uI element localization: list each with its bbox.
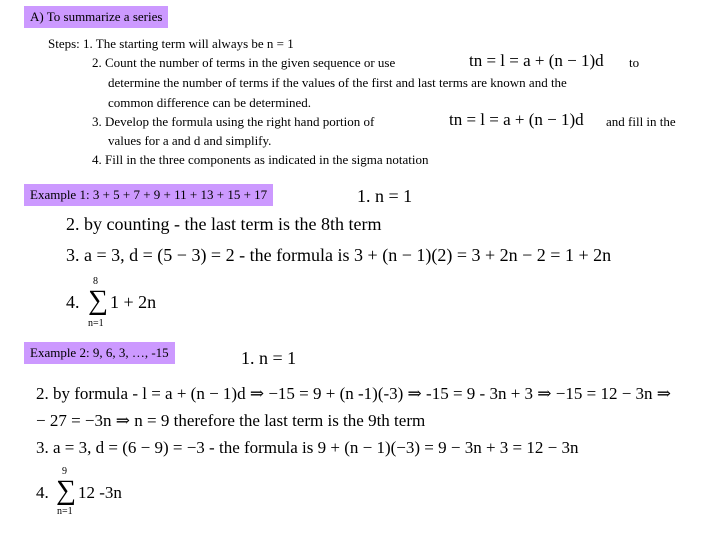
example-1-step-4-prefix: 4.	[66, 292, 80, 312]
example-1-sum-lower: n=1	[88, 318, 104, 329]
example-1-step-1: 1. n = 1	[357, 186, 413, 206]
step-3-end: and fill in the	[606, 114, 676, 129]
sigma-icon: ∑	[88, 285, 108, 316]
example-1-sum-upper: 8	[93, 276, 98, 287]
example-1-step-2: 2. by counting - the last term is the 8th term	[66, 214, 382, 234]
example-2-sum-upper: 9	[62, 466, 67, 477]
example-2-sum-body: 12 -3n	[78, 483, 122, 502]
section-title: A) To summarize a series	[24, 6, 168, 28]
example-2-step-2: 2. by formula - l = a + (n − 1)d ⇒ −15 = 9 + (n -1)(-3) ⇒ -15 = 9 - 3n + 3 ⇒ −15 = 12 − 3n ⇒	[36, 384, 672, 403]
step-2-continued: determine the number of terms if the values of the first and last terms are known and the	[108, 75, 567, 90]
sigma-icon: ∑	[56, 475, 76, 506]
step-4: 4. Fill in the three components as indicated in the sigma notation	[92, 152, 429, 167]
step-2-to: to	[629, 55, 640, 70]
step-2-text: 2. Count the number of terms in the given sequence or use	[92, 55, 396, 70]
example-2-step-4-prefix: 4.	[36, 483, 49, 502]
step-1: Steps: 1. The starting term will always be n = 1	[48, 36, 294, 51]
example-2-step-3: 3. a = 3, d = (6 − 9) = −3 - the formula is 9 + (n − 1)(−3) = 9 − 3n + 3 = 12 − 3n	[36, 438, 579, 457]
example-1-sum-body: 1 + 2n	[110, 292, 157, 312]
example-1-label: Example 1: 3 + 5 + 7 + 9 + 11 + 13 + 15 + 17	[24, 184, 273, 206]
example-1-step-3: 3. a = 3, d = (5 − 3) = 2 - the formula is 3 + (n − 1)(2) = 3 + 2n − 2 = 1 + 2n	[66, 245, 612, 265]
example-2-sum-lower: n=1	[57, 506, 73, 517]
step-3-formula: tn = l = a + (n − 1)d	[449, 110, 584, 129]
step-2-end: common difference can be determined.	[108, 95, 311, 110]
step-3-continued: values for a and d and simplify.	[108, 133, 272, 148]
example-2-step-2-continued: − 27 = −3n ⇒ n = 9 therefore the last term is the 9th term	[36, 411, 426, 430]
example-2-step-1: 1. n = 1	[241, 348, 297, 368]
step-3-text: 3. Develop the formula using the right hand portion of	[92, 114, 375, 129]
step-2-formula: tn = l = a + (n − 1)d	[469, 51, 604, 70]
example-2-label: Example 2: 9, 6, 3, …, -15	[24, 342, 175, 364]
